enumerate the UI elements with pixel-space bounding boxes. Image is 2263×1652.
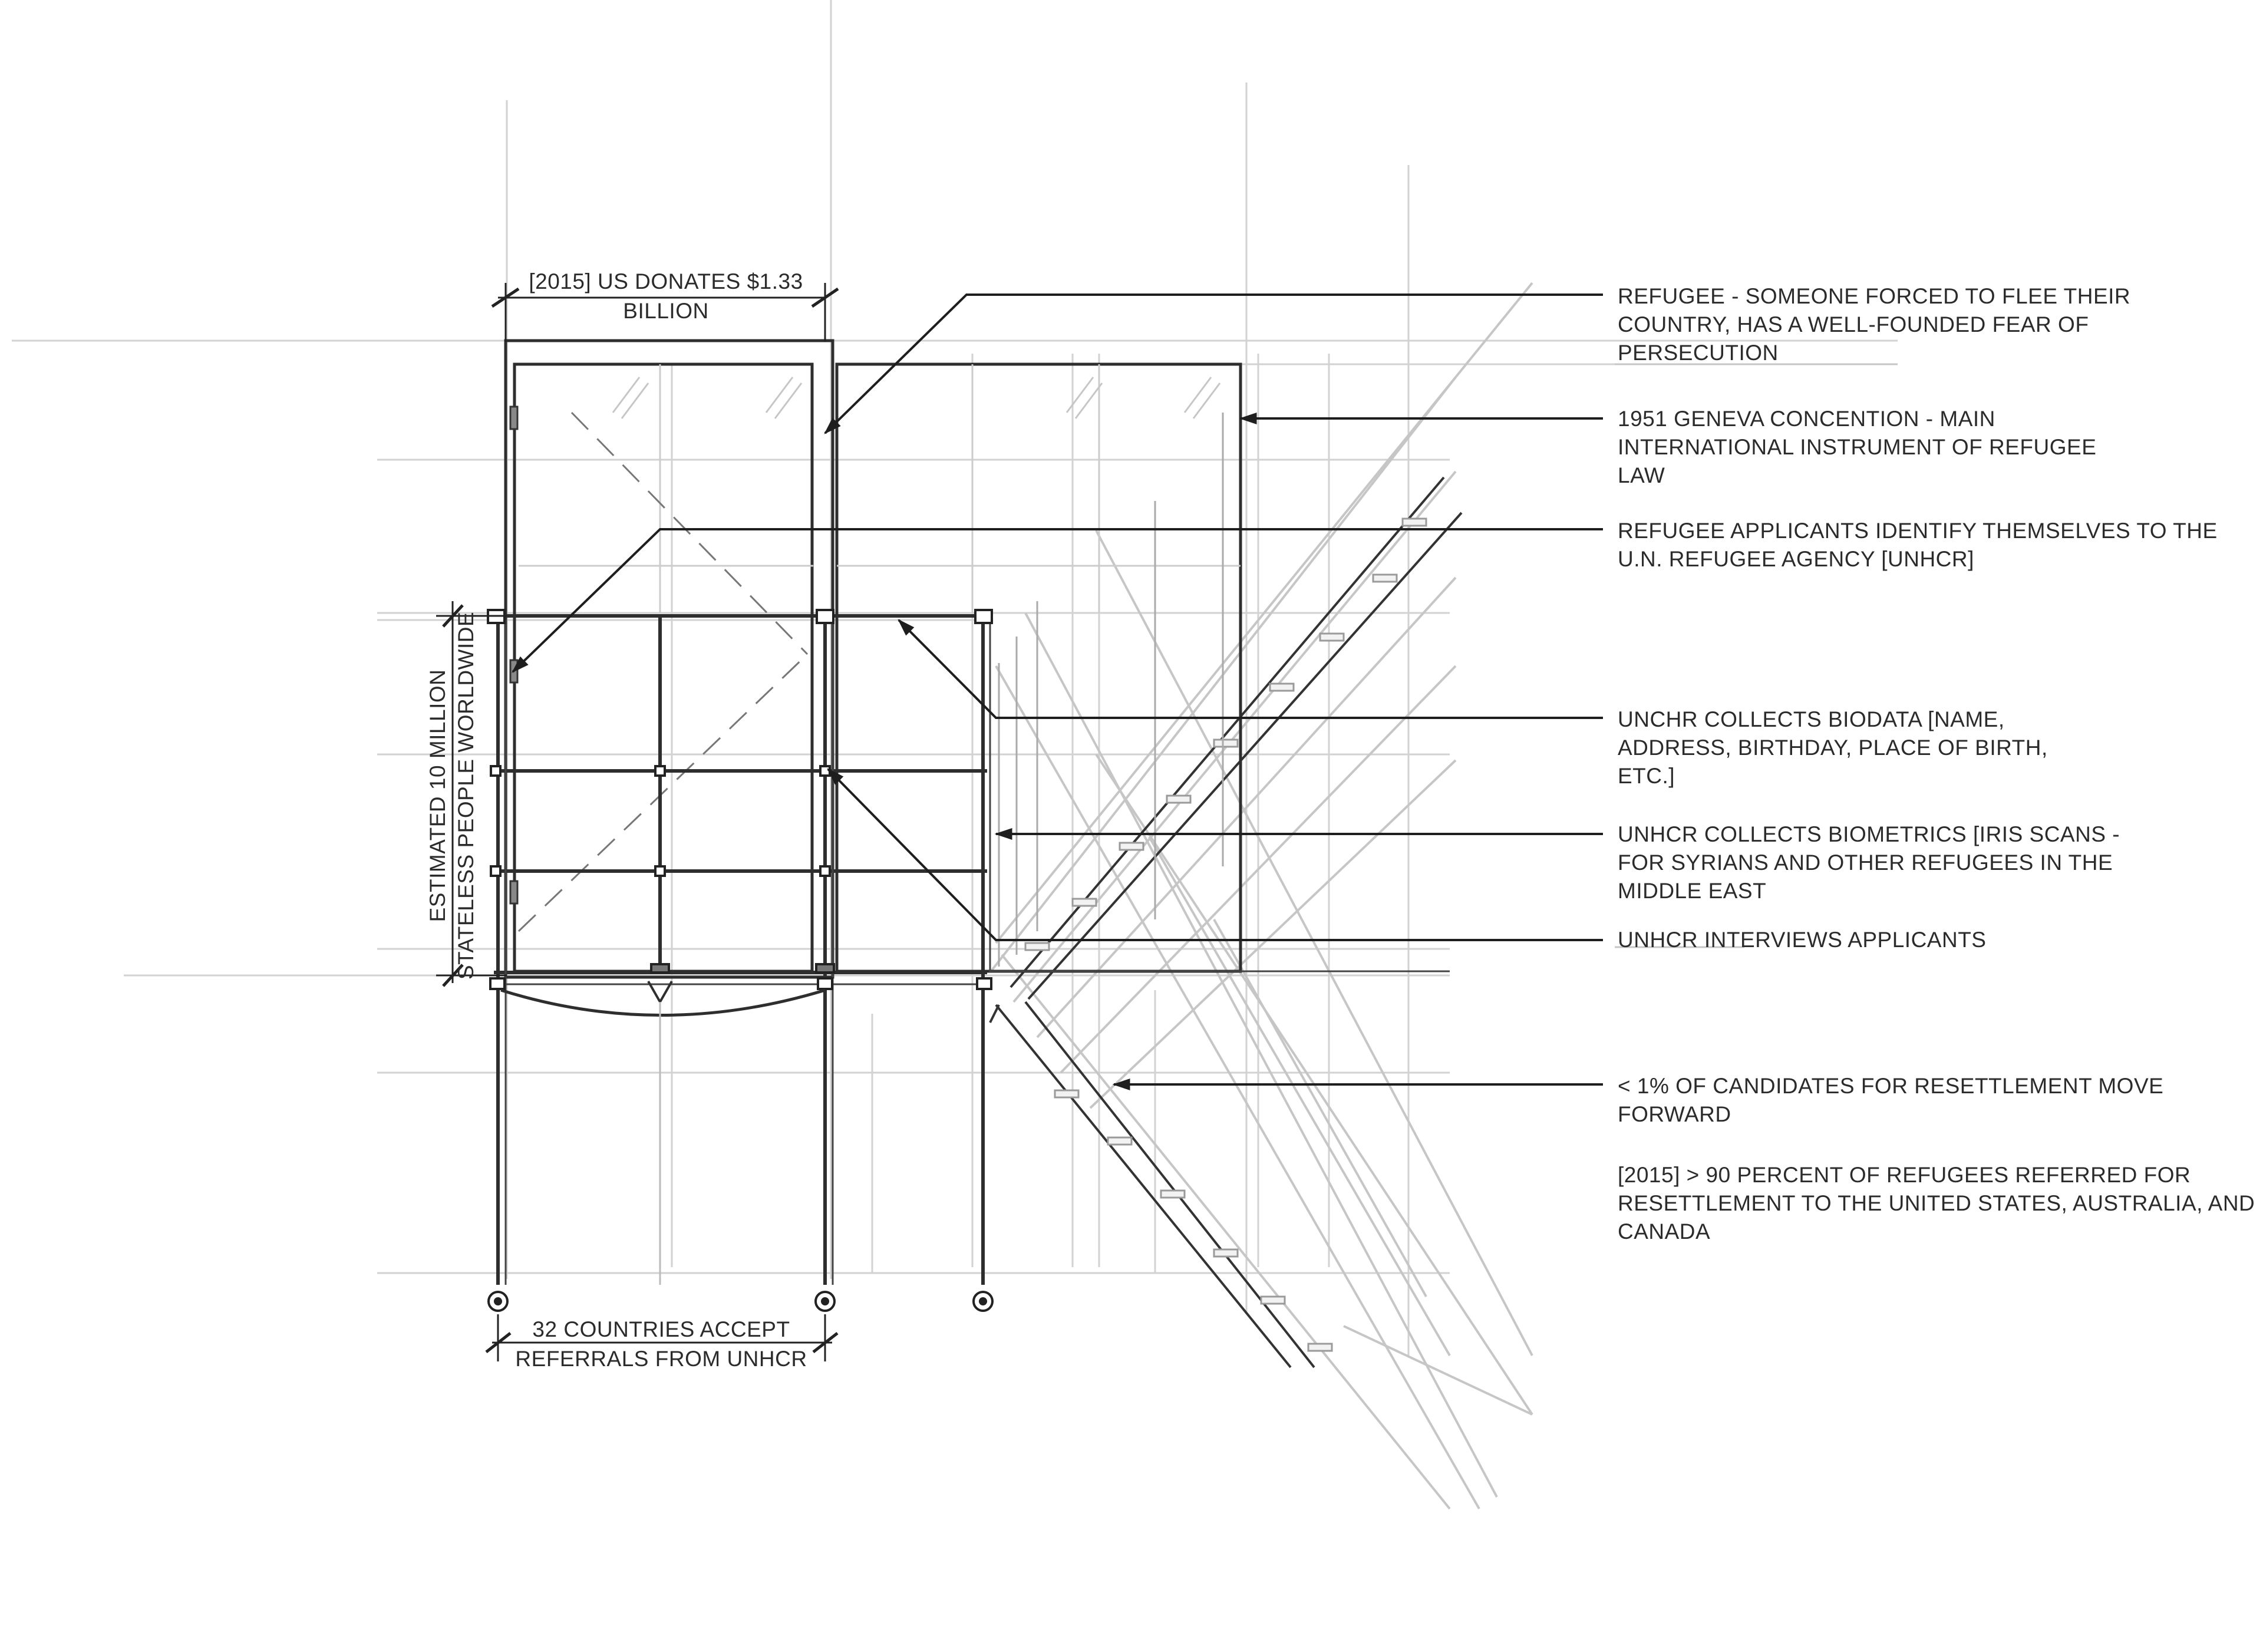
annotation-geneva-line2: INTERNATIONAL INSTRUMENT OF REFUGEE	[1618, 435, 2097, 459]
dim-bottom-line1: 32 COUNTRIES ACCEPT	[532, 1317, 790, 1341]
annotation-biodata-line3: ETC.]	[1618, 764, 1675, 788]
annotation-resettlement-line3: CANADA	[1618, 1219, 1711, 1244]
door-swing-dashed	[572, 413, 807, 654]
annotation-interviews	[1618, 928, 1986, 952]
leader-identify	[513, 529, 1603, 672]
gate-arc	[501, 990, 825, 1015]
window-mullions	[519, 364, 1241, 613]
dim-left-line2: STATELESS PEOPLE WORLDWIDE	[454, 611, 478, 980]
annotation-biometrics-line3: MIDDLE EAST	[1618, 879, 1767, 903]
annotation-geneva-line1: 1951 GENEVA CONCENTION - MAIN	[1618, 407, 1995, 431]
annotation-refugee-line3: PERSECUTION	[1618, 341, 1779, 365]
annotation-refugee-line2: COUNTRY, HAS A WELL-FOUNDED FEAR OF	[1618, 312, 2089, 337]
annotation-interviews-line1: UNHCR INTERVIEWS APPLICANTS	[1618, 928, 1987, 952]
dim-bottom-line2: REFERRALS FROM UNHCR	[515, 1347, 807, 1371]
annotation-refugee-line1: REFUGEE - SOMEONE FORCED TO FLEE THEIR	[1618, 284, 2131, 308]
dim-left-line1: ESTIMATED 10 MILLION	[425, 669, 450, 922]
annotation-geneva	[1618, 407, 2096, 487]
annotation-geneva-line3: LAW	[1618, 463, 1665, 487]
scaffold-grid	[494, 616, 987, 1285]
annotation-biometrics	[1618, 822, 2120, 903]
scaffold-joints	[488, 610, 992, 989]
annotation-resettlement	[1618, 1163, 2255, 1244]
annotation-identify-line1: REFUGEE APPLICANTS IDENTIFY THEMSELVES TO THE	[1618, 519, 2218, 543]
annotation-identify	[1618, 519, 2218, 571]
dim-top-line1: [2015] US DONATES $1.33	[529, 269, 803, 294]
annotation-resettlement-line1: [2015] > 90 PERCENT OF REFUGEES REFERRED FOR	[1618, 1163, 2191, 1187]
annotation-resettlement-line2: RESETTLEMENT TO THE UNITED STATES, AUSTRALIA, AND	[1618, 1191, 2255, 1215]
glass-reflections	[613, 377, 1220, 418]
annotation-candidates	[1618, 1074, 2163, 1126]
annotation-identify-line2: U.N. REFUGEE AGENCY [UNHCR]	[1618, 547, 1974, 571]
door-swing-dashed-lower	[519, 654, 807, 931]
annotation-biodata	[1618, 707, 2048, 788]
annotation-candidates-line1: < 1% OF CANDIDATES FOR RESETTLEMENT MOVE	[1618, 1074, 2164, 1098]
dim-top-line2: BILLION	[623, 299, 709, 323]
annotation-biodata-line1: UNCHR COLLECTS BIODATA [NAME,	[1618, 707, 2005, 731]
post-footings	[489, 1292, 992, 1311]
annotation-refugee	[1618, 284, 2130, 365]
upper-window-frame	[506, 341, 1241, 977]
annotation-biometrics-line1: UNHCR COLLECTS BIOMETRICS [IRIS SCANS -	[1618, 822, 2120, 846]
annotation-biodata-line2: ADDRESS, BIRTHDAY, PLACE OF BIRTH,	[1618, 736, 2048, 760]
annotation-biometrics-line2: FOR SYRIANS AND OTHER REFUGEES IN THE	[1618, 850, 2113, 875]
stair-diagonals	[990, 283, 1532, 1509]
annotation-candidates-line2: FORWARD	[1618, 1102, 1731, 1126]
